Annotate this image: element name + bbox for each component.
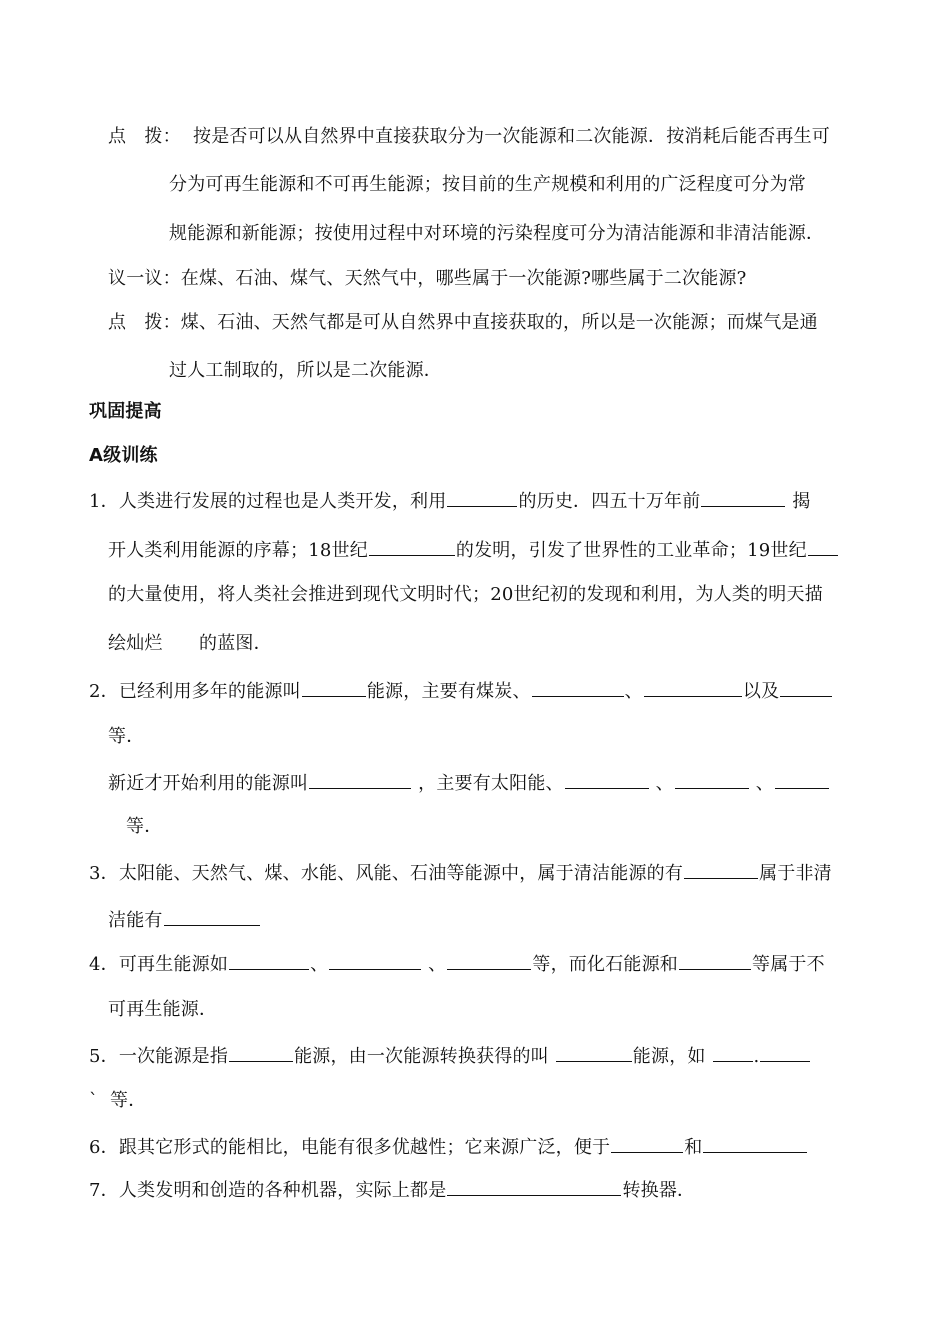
question-text: 和: [684, 1137, 703, 1158]
question-text: 等属于不: [752, 954, 825, 975]
hint-text-line: 按是否可以从自然界中直接获取分为一次能源和二次能源．按消耗后能否再生可: [193, 126, 830, 147]
question-text: 洁能有: [108, 910, 163, 931]
question-1-line: 绘灿烂 的蓝图．: [108, 633, 272, 654]
question-text: 、: [624, 681, 643, 702]
question-3-line: [89, 860, 832, 885]
question-text: 属于非清: [759, 863, 832, 884]
answer-blank[interactable]: [369, 537, 455, 556]
question-text: 能源，主要有煤炭、: [366, 681, 531, 702]
question-text: 、: [649, 773, 674, 794]
answer-blank[interactable]: [556, 1043, 632, 1062]
hint-label: 点 拨：: [108, 126, 181, 147]
answer-blank[interactable]: [309, 770, 411, 789]
section-title: 巩固提高: [89, 401, 162, 422]
answer-blank[interactable]: [679, 951, 751, 970]
hint-text-line: 规能源和新能源；按使用过程中对环境的污染程度可分为清洁能源和非清洁能源．: [169, 223, 825, 244]
question-text: 揭: [786, 491, 811, 512]
question-1-line: 的大量使用，将人类社会推进到现代文明时代；20世纪初的发现和利用，为人类的明天描: [108, 584, 823, 605]
question-text: 、: [422, 954, 447, 975]
question-text: 等．: [110, 1090, 147, 1111]
answer-blank[interactable]: [775, 770, 829, 789]
question-text: 5．一次能源是指: [89, 1046, 229, 1067]
question-1-line: [89, 488, 811, 513]
question-text: 以及: [742, 681, 780, 702]
answer-blank[interactable]: [229, 951, 309, 970]
answer-blank[interactable]: [329, 951, 421, 970]
question-text: 1．人类进行发展的过程也是人类开发，利用: [89, 491, 447, 512]
question-text: `: [89, 1090, 99, 1111]
question-4-line: [89, 951, 825, 976]
question-text: 开人类利用能源的序幕；18世纪: [108, 540, 368, 561]
answer-blank[interactable]: [611, 1134, 683, 1153]
question-text: 2．已经利用多年的能源叫: [89, 681, 301, 702]
answer-blank[interactable]: [644, 678, 742, 697]
hint-text-line: 分为可再生能源和不可再生能源；按目前的生产规模和利用的广泛程度可分为常: [169, 174, 806, 195]
question-2-line: [108, 770, 830, 795]
question-text: 4．可再生能源如: [89, 954, 229, 975]
question-text: 3．太阳能、天然气、煤、水能、风能、石油等能源中，属于清洁能源的有: [89, 863, 684, 884]
question-2-line: 等．: [126, 816, 163, 837]
question-text: 新近才开始利用的能源叫: [108, 773, 309, 794]
answer-blank[interactable]: [780, 678, 832, 697]
question-text: 的发明，引发了世界性的工业革命；19世纪: [455, 540, 807, 561]
answer-blank[interactable]: [675, 770, 749, 789]
answer-blank[interactable]: [447, 488, 517, 507]
question-text: 6．跟其它形式的能相比，电能有很多优越性；它来源广泛，便于: [89, 1137, 611, 1158]
answer-blank[interactable]: [713, 1043, 753, 1062]
answer-blank[interactable]: [684, 860, 758, 879]
question-text: 能源，如: [632, 1046, 712, 1067]
question-5-line: [89, 1090, 146, 1112]
answer-blank[interactable]: [229, 1043, 293, 1062]
answer-blank[interactable]: [808, 537, 838, 556]
answer-blank[interactable]: [532, 678, 624, 697]
answer-blank[interactable]: [164, 907, 260, 926]
subsection-title: A级训练: [89, 445, 158, 466]
question-2-line: [89, 678, 833, 703]
question-text: 、: [749, 773, 774, 794]
question-text: 、: [310, 954, 329, 975]
answer-blank[interactable]: [447, 1177, 621, 1196]
question-text: 转换器．: [622, 1180, 696, 1201]
question-5-line: [89, 1043, 811, 1068]
question-4-line: 可再生能源．: [108, 999, 218, 1020]
question-text: 等，而化石能源和: [532, 954, 678, 975]
hint-text-line: 点 拨：煤、石油、天然气都是可从自然界中直接获取的，所以是一次能源；而煤气是通: [108, 312, 818, 333]
question-2-line: 等．: [108, 726, 145, 747]
question-6-line: [89, 1134, 808, 1159]
question-7-line: [89, 1177, 695, 1202]
question-text: .: [753, 1046, 760, 1067]
question-3-line: [108, 907, 261, 932]
answer-blank[interactable]: [701, 488, 785, 507]
hint-text-line: 过人工制取的，所以是二次能源．: [169, 360, 442, 381]
answer-blank[interactable]: [760, 1043, 810, 1062]
question-text: 能源，由一次能源转换获得的叫: [294, 1046, 555, 1067]
answer-blank[interactable]: [302, 678, 366, 697]
answer-blank[interactable]: [565, 770, 649, 789]
question-text: ，主要有太阳能、: [412, 773, 564, 794]
answer-blank[interactable]: [447, 951, 531, 970]
question-text: 7．人类发明和创造的各种机器，实际上都是: [89, 1180, 447, 1201]
question-1-line: [108, 537, 839, 562]
discussion-question: 议一议：在煤、石油、煤气、天然气中，哪些属于一次能源?哪些属于二次能源?: [108, 268, 747, 289]
question-text: 的历史．四五十万年前: [518, 491, 701, 512]
answer-blank[interactable]: [703, 1134, 807, 1153]
